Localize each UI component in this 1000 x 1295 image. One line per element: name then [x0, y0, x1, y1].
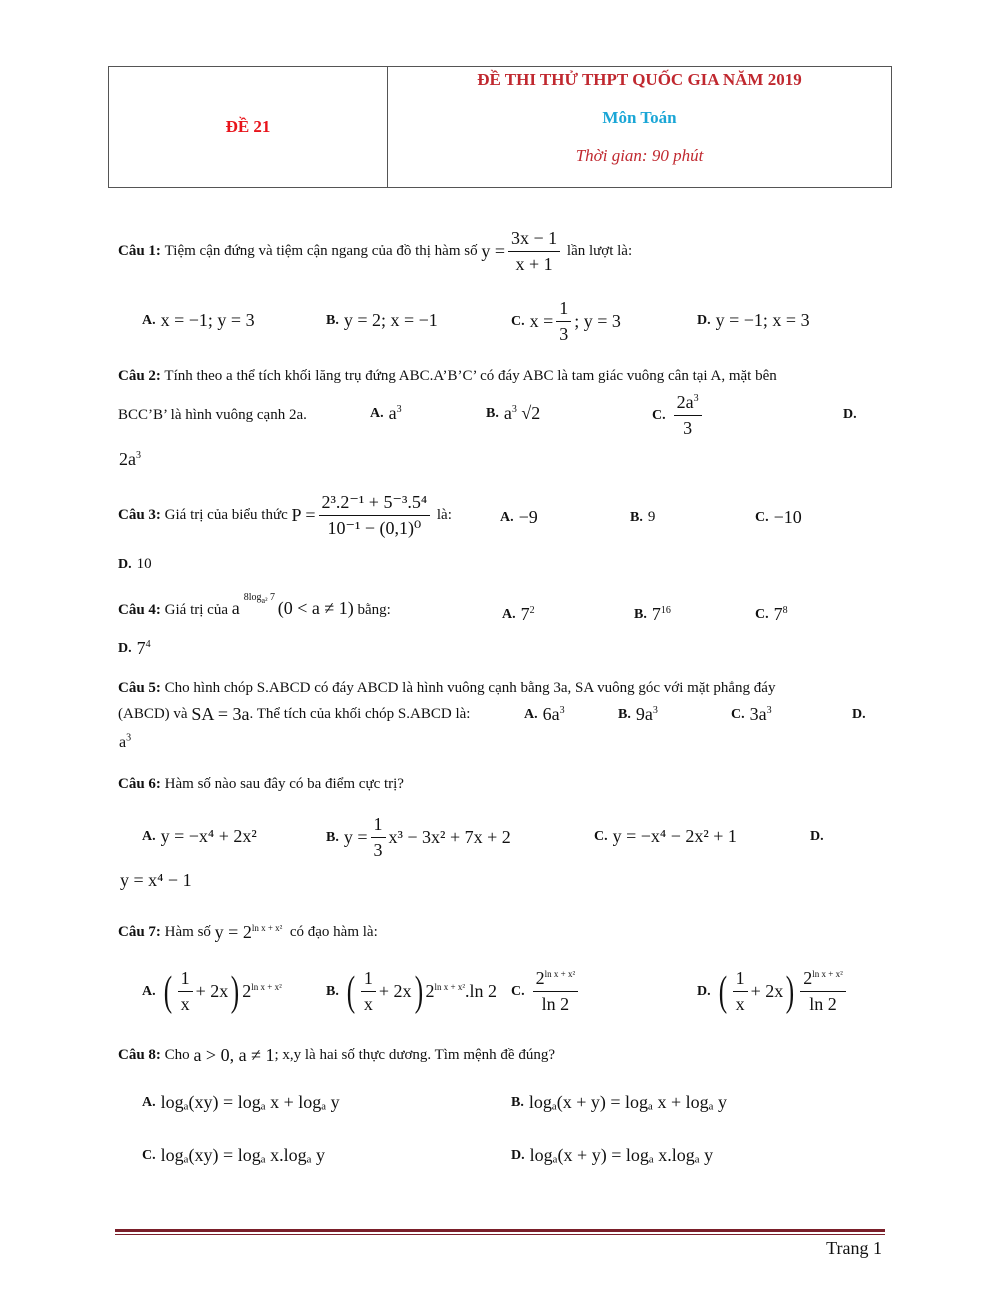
numerator-exponent: ln x + x²	[812, 969, 843, 979]
fraction-numerator: 2a	[676, 392, 694, 412]
q3-option-b[interactable]	[630, 509, 655, 526]
option-value: logₐ(x + y) = logₐ x.logₐ y	[529, 1145, 714, 1165]
option-label: B.	[630, 509, 643, 525]
question-text: Tiệm cận đứng và tiệm cận ngang của đồ thị hàm số	[164, 243, 478, 259]
function: $y = 2^{ln x + x^2}$	[214, 922, 283, 942]
question-text: Hàm số nào sau đây có ba điểm cực trị?	[164, 776, 404, 792]
q6-option-d-label[interactable]	[810, 829, 829, 845]
power-base: a	[231, 598, 240, 618]
question-tail: lần lượt là:	[566, 243, 633, 259]
option-value: logₐ(xy) = logₐ x.logₐ y	[160, 1145, 326, 1165]
option-fraction	[733, 968, 748, 1015]
option-value: y = −x⁴ − 2x² + 1	[612, 826, 737, 846]
footer-divider	[115, 1229, 885, 1232]
fraction-numerator: 1	[361, 968, 376, 992]
question-label: Câu 2:	[118, 368, 161, 384]
fraction-denominator: 3	[683, 418, 693, 438]
exam-code-cell	[109, 67, 388, 187]
question-3	[118, 492, 452, 539]
fraction-denominator: 3	[559, 324, 569, 344]
q5-option-a[interactable]	[524, 704, 565, 725]
option-label: C.	[511, 313, 525, 329]
q6-option-b[interactable]	[326, 814, 511, 861]
q2-option-d-label[interactable]	[843, 407, 862, 423]
fraction-denominator: x	[363, 994, 373, 1014]
question-label: Câu 5:	[118, 680, 161, 696]
option-label: B.	[326, 829, 339, 845]
q1-option-a[interactable]	[142, 310, 255, 331]
q8-option-b[interactable]	[511, 1092, 727, 1113]
power-exponent: $8\log_{a^2}$ 7	[243, 592, 275, 605]
option-label: D.	[697, 312, 711, 328]
q4-option-c[interactable]	[755, 604, 788, 625]
q5-option-c[interactable]	[731, 704, 772, 725]
q6-option-a[interactable]	[142, 826, 257, 847]
q4-option-a[interactable]	[502, 604, 535, 625]
option-base: 9a	[635, 704, 653, 724]
q4-option-b[interactable]	[634, 604, 671, 625]
option-power-base: 2	[242, 981, 252, 1001]
option-fraction	[533, 968, 579, 1015]
q7-option-d[interactable]: D. ( $\frac{1}{x}$ + 2x ) $\frac{2^{ln x + x^2}}{\ln 2}$	[697, 968, 849, 1015]
option-exponent: 3	[396, 404, 402, 415]
option-base: 3a	[749, 704, 767, 724]
option-label: A.	[142, 312, 156, 328]
given-value: SA = 3a	[191, 704, 250, 724]
option-label: C.	[755, 606, 769, 622]
exam-info-cell	[388, 67, 891, 187]
option-rhs: x³ − 3x² + 7x + 2	[388, 827, 511, 847]
expression-lhs: P =	[291, 505, 316, 525]
power-expression	[231, 592, 278, 619]
fraction-denominator: x	[180, 994, 190, 1014]
fraction-numerator: 1	[371, 814, 386, 838]
option-power-exponent: ln x + x²	[434, 982, 466, 992]
question-5-line2	[118, 704, 470, 725]
exam-code: ĐỀ 21	[225, 117, 271, 136]
numerator-exponent: 3	[693, 393, 699, 404]
exam-subject: Môn Toán	[602, 108, 677, 127]
q5-option-d[interactable]	[119, 734, 131, 752]
option-label: B.	[618, 706, 631, 722]
q4-option-d[interactable]	[118, 638, 151, 659]
question-text: (ABCD) và	[118, 706, 188, 722]
option-label: D.	[843, 407, 857, 422]
function-fraction	[508, 228, 560, 275]
option-root: √2	[521, 403, 541, 423]
fraction-denominator: x	[735, 994, 745, 1014]
page-number: Trang 1	[826, 1238, 882, 1258]
option-tail: .ln 2	[465, 981, 498, 1001]
header-table	[108, 66, 892, 188]
fraction-numerator: 2³.2⁻¹ + 5⁻³.5⁴	[319, 492, 431, 516]
option-label: A.	[142, 828, 156, 844]
question-text: Tính theo a thể tích khối lăng trụ đứng ABC.A’B’C’ có đáy ABC là tam giác vuông cân tại A, mặt bên	[164, 368, 777, 384]
option-power-base: 2	[425, 981, 435, 1001]
option-label: B.	[326, 983, 339, 999]
question-tail: có đạo hàm là:	[289, 924, 378, 940]
exam-duration: Thời gian: 90 phút	[575, 146, 704, 165]
option-exponent: 3	[766, 705, 772, 716]
question-5	[118, 680, 775, 697]
q2-option-c[interactable]	[652, 392, 705, 439]
question-text: Giá trị của biểu thức	[164, 507, 288, 523]
option-label: C.	[142, 1147, 156, 1163]
option-exponent: 3	[136, 450, 141, 461]
fraction-denominator: ln 2	[541, 994, 570, 1014]
question-label: Câu 4:	[118, 602, 161, 618]
option-power-exponent: ln x + x²	[251, 982, 282, 992]
q6-option-d[interactable]	[120, 870, 192, 891]
option-base: 7	[651, 604, 661, 624]
option-label: C.	[652, 407, 666, 423]
question-label: Câu 3:	[118, 507, 161, 523]
option-exponent: 16	[660, 605, 671, 616]
question-text: Cho hình chóp S.ABCD có đáy ABCD là hình vuông cạnh bằng 3a, SA vuông góc với mặt phẳng đáy	[164, 680, 776, 696]
option-base: a	[503, 403, 512, 423]
question-label: Câu 6:	[118, 776, 161, 792]
question-text: . Thể tích của khối chóp S.ABCD là:	[249, 706, 471, 722]
fraction-numerator: 1	[178, 968, 193, 992]
fraction-numerator: 1	[733, 968, 748, 992]
fraction-denominator: x + 1	[515, 254, 553, 274]
q7-option-a[interactable]: A. ( $\frac{1}{x}$ + 2x ) $2^{ln x + x^2}$	[142, 968, 282, 1015]
option-label: B.	[511, 1094, 524, 1110]
option-exponent: 8	[782, 605, 788, 616]
option-value: −10	[773, 507, 802, 527]
option-label: A.	[524, 706, 538, 722]
option-rhs: ; y = 3	[574, 311, 621, 331]
question-label: Câu 1:	[118, 243, 161, 259]
function-lhs: y =	[481, 241, 506, 261]
fraction-denominator: ln 2	[809, 994, 837, 1014]
question-label: Câu 8:	[118, 1047, 161, 1063]
option-label: D.	[697, 983, 711, 999]
question-tail: là:	[436, 507, 452, 523]
option-exponent: 3	[652, 705, 658, 716]
option-value: x = −1; y = 3	[160, 310, 255, 330]
question-7	[118, 922, 378, 943]
fraction-numerator: 2	[535, 968, 545, 988]
option-label: D.	[118, 556, 132, 572]
option-value: y = −x⁴ + 2x²	[160, 826, 257, 846]
expression-fraction	[319, 492, 431, 539]
option-label: B.	[634, 606, 647, 622]
question-2	[118, 368, 777, 385]
option-exponent: 4	[145, 639, 151, 650]
option-value: 9	[647, 509, 656, 525]
option-value: y = −1; x = 3	[715, 310, 810, 330]
option-label: B.	[486, 405, 499, 421]
q5-option-b[interactable]	[618, 704, 658, 725]
question-2-line2	[118, 407, 307, 424]
option-mid: + 2x	[378, 981, 412, 1001]
fraction-numerator: 1	[556, 298, 571, 322]
option-lhs: x =	[529, 311, 554, 331]
option-base: 7	[136, 638, 146, 658]
q2-option-a[interactable]	[370, 403, 402, 424]
fraction-denominator: 10⁻¹ − (0,1)⁰	[327, 518, 422, 538]
q3-option-c[interactable]	[755, 507, 802, 528]
question-tail: bằng:	[357, 602, 391, 618]
q8-option-a[interactable]	[142, 1092, 340, 1113]
option-fraction	[361, 968, 376, 1015]
fraction-denominator: 3	[373, 840, 383, 860]
question-4	[118, 592, 391, 619]
numerator-exponent: ln x + x²	[544, 969, 576, 979]
option-value: −9	[518, 507, 538, 527]
q1-option-d[interactable]	[697, 310, 810, 331]
option-value: 10	[136, 556, 152, 572]
option-value: logₐ(x + y) = logₐ x + logₐ y	[528, 1092, 728, 1112]
option-base: 6a	[542, 704, 560, 724]
question-label: Câu 7:	[118, 924, 161, 940]
option-label: C.	[755, 509, 769, 525]
option-label: D.	[511, 1147, 525, 1163]
q1-option-c[interactable]	[511, 298, 621, 345]
option-base: a	[119, 734, 127, 751]
question-text: Hàm số	[164, 924, 211, 940]
q8-option-d[interactable]	[511, 1145, 713, 1166]
q2-option-d[interactable]	[119, 449, 141, 470]
q3-option-d[interactable]	[118, 556, 152, 573]
condition: (0 < a ≠ 1)	[277, 598, 354, 618]
q2-option-b[interactable]	[486, 403, 540, 424]
option-value: y = 2; x = −1	[343, 310, 438, 330]
q6-option-c[interactable]	[594, 826, 737, 847]
question-text: ; x,y là hai số thực dương. Tìm mệnh đề đúng?	[274, 1047, 555, 1063]
option-mid: + 2x	[750, 981, 784, 1001]
option-exponent: 3	[511, 404, 517, 415]
option-fraction	[556, 298, 571, 345]
option-exponent: 2	[529, 605, 535, 616]
option-base: 7	[773, 604, 783, 624]
option-label: D.	[852, 707, 866, 722]
footer-divider-thin	[115, 1234, 885, 1235]
option-label: B.	[326, 312, 339, 328]
option-mid: + 2x	[195, 981, 229, 1001]
option-fraction	[674, 392, 702, 439]
option-exponent: 3	[126, 732, 132, 744]
option-label: C.	[594, 828, 608, 844]
option-base: 2a	[119, 449, 136, 469]
option-value: y = x⁴ − 1	[120, 870, 192, 890]
q1-option-b[interactable]	[326, 310, 438, 331]
option-fraction	[371, 814, 386, 861]
option-fraction-2	[800, 968, 846, 1015]
fraction-numerator: 3x − 1	[508, 228, 560, 252]
q7-option-b[interactable]: B. ( $\frac{1}{x}$ + 2x ) $2^{ln x + x^2}.\ln$ 2	[326, 968, 498, 1015]
option-base: a	[388, 403, 397, 423]
q8-option-c[interactable]	[142, 1145, 325, 1166]
option-exponent: 3	[559, 705, 565, 716]
option-label: A.	[502, 606, 516, 622]
fraction-numerator: 2	[803, 968, 813, 988]
option-label: D.	[118, 640, 132, 656]
option-label: A.	[142, 1094, 156, 1110]
option-fraction	[178, 968, 193, 1015]
q7-option-c[interactable]	[511, 968, 581, 1015]
question-8	[118, 1045, 555, 1066]
q3-option-a[interactable]	[500, 507, 538, 528]
option-label: C.	[511, 983, 525, 999]
question-1	[118, 228, 632, 275]
option-label: A.	[142, 983, 156, 999]
question-text: Giá trị của	[164, 602, 228, 618]
condition: a > 0, a ≠ 1	[193, 1045, 275, 1065]
option-label: D.	[810, 829, 824, 844]
question-6	[118, 776, 404, 793]
option-value: logₐ(xy) = logₐ x + logₐ y	[160, 1092, 340, 1112]
question-text: BCC’B’ là hình vuông cạnh 2a.	[118, 407, 307, 423]
option-label: C.	[731, 706, 745, 722]
option-lhs: y =	[343, 827, 368, 847]
option-label: A.	[500, 509, 514, 525]
option-label: A.	[370, 405, 384, 421]
question-text: Cho	[164, 1047, 190, 1063]
q5-option-d-label[interactable]	[852, 707, 871, 723]
option-base: 7	[520, 604, 530, 624]
exam-title: ĐỀ THI THỬ THPT QUỐC GIA NĂM 2019	[477, 70, 802, 89]
